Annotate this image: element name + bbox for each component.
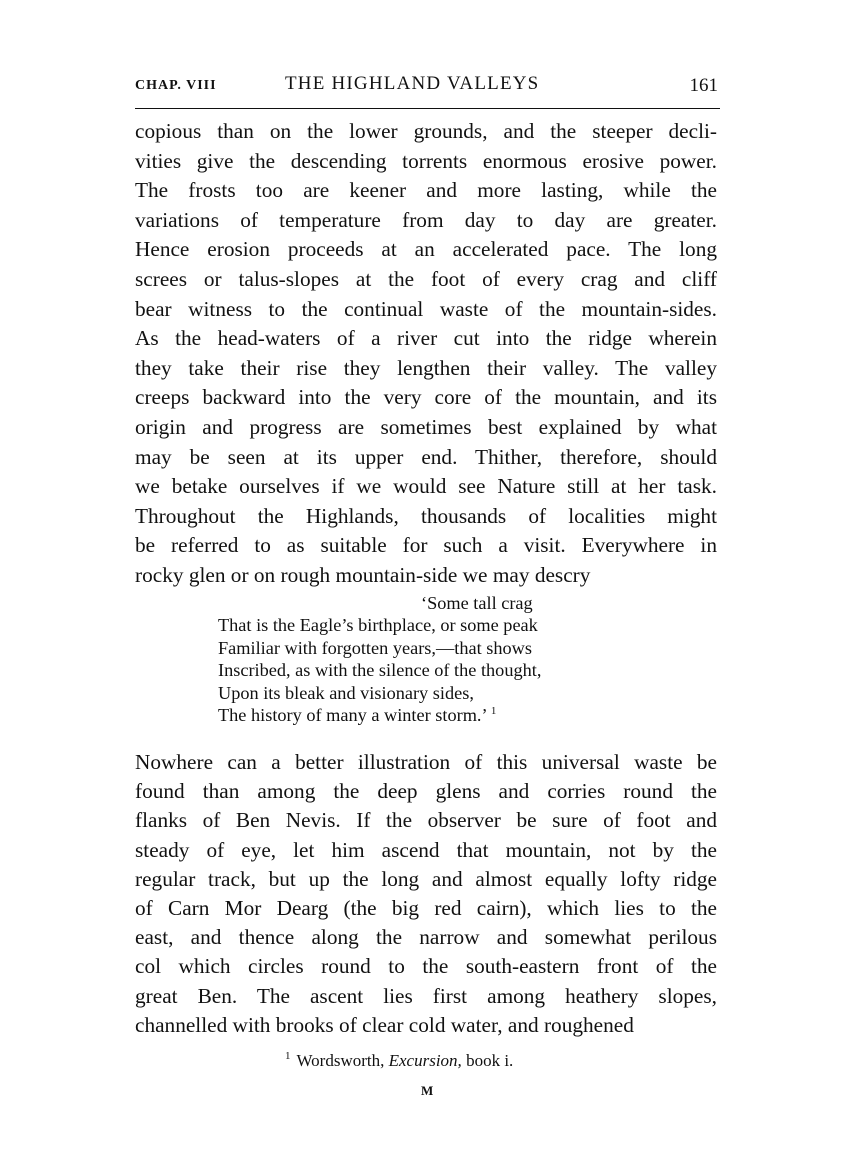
- running-head: [135, 72, 720, 102]
- text-line: vities give the descending torrents enormous erosive power.: [135, 148, 717, 173]
- text-line: variations of temperature from day to day are greater.: [135, 207, 717, 232]
- verse-last-line: [218, 704, 658, 726]
- page-number: 161: [689, 75, 718, 96]
- text-line: Hence erosion proceeds at an accelerated pace. The long: [135, 237, 717, 262]
- text-line: east, and thence along the narrow and somewhat perilous: [135, 925, 717, 950]
- verse-quotation: [218, 592, 658, 726]
- verse-line: Inscribed, as with the silence of the thought,: [218, 660, 542, 681]
- text-line: creeps backward into the very core of the mountain, and its: [135, 385, 717, 410]
- text-line: of Carn Mor Dearg (the big red cairn), which lies to the: [135, 895, 717, 920]
- text-line: The frosts too are keener and more lasting, while the: [135, 178, 717, 203]
- text-line: col which circles round to the south-eastern front of the: [135, 954, 717, 979]
- text-line: bear witness to the continual waste of the mountain-sides.: [135, 296, 717, 321]
- text-line: they take their rise they lengthen their valley. The valley: [135, 355, 717, 380]
- header-rule: [135, 108, 720, 109]
- verse-line-text: The history of many a winter storm.’: [218, 704, 487, 725]
- paragraph-2: [135, 748, 717, 1040]
- text-line: steady of eye, let him ascend that mountain, not by the: [135, 837, 717, 862]
- footnote-author: Wordsworth,: [296, 1051, 385, 1070]
- text-line: we betake ourselves if we would see Nature still at her task.: [135, 474, 717, 499]
- footnote-reference: 1: [490, 704, 497, 717]
- text-line: rocky glen or on rough mountain-side we may descry: [135, 562, 591, 587]
- running-title: THE HIGHLAND VALLEYS: [285, 73, 540, 94]
- text-line: screes or talus-slopes at the foot of every crag and cliff: [135, 266, 717, 291]
- text-line: may be seen at its upper end. Thither, therefore, should: [135, 444, 717, 469]
- text-line: channelled with brooks of clear cold water, and roughened: [135, 1012, 634, 1037]
- paragraph-1: [135, 117, 717, 591]
- text-line: found than among the deep glens and corries round the: [135, 779, 717, 804]
- footnote-location: book i.: [466, 1051, 514, 1070]
- text-line: copious than on the lower grounds, and the steeper decli-: [135, 119, 717, 143]
- footnote-mark: 1: [285, 1050, 291, 1063]
- text-line: flanks of Ben Nevis. If the observer be sure of foot and: [135, 808, 717, 833]
- footnote-work: Excursion,: [388, 1051, 462, 1070]
- text-line: origin and progress are sometimes best explained by what: [135, 414, 717, 439]
- text-line: As the head-waters of a river cut into the ridge wherein: [135, 326, 717, 351]
- verse-line: ‘Some tall crag: [421, 593, 533, 613]
- chapter-label: CHAP. VIII: [135, 78, 217, 93]
- verse-line: That is the Eagle’s birthplace, or some peak: [218, 615, 538, 636]
- text-line: Throughout the Highlands, thousands of localities might: [135, 503, 717, 528]
- text-line: regular track, but up the long and almost equally lofty ridge: [135, 866, 717, 891]
- footnote: [285, 1051, 513, 1071]
- verse-line: Familiar with forgotten years,—that shows: [218, 637, 532, 658]
- text-line: Nowhere can a better illustration of this universal waste be: [135, 750, 717, 774]
- text-line: be referred to as suitable for such a visit. Everywhere in: [135, 533, 717, 558]
- signature-mark: M: [421, 1083, 434, 1098]
- verse-line: Upon its bleak and visionary sides,: [218, 682, 474, 703]
- text-line: great Ben. The ascent lies first among heathery slopes,: [135, 983, 717, 1008]
